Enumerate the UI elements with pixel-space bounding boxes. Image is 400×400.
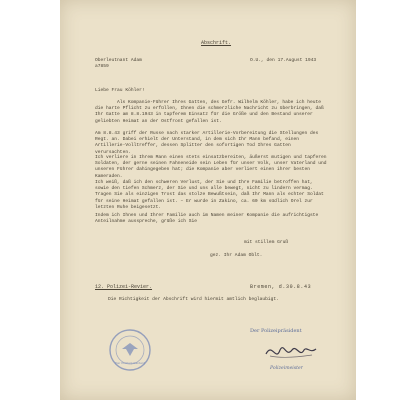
- official-stamp-icon: [108, 328, 152, 372]
- stamp-authority: Der Polizeipräsident: [250, 328, 302, 334]
- handwritten-signature-icon: [262, 340, 320, 362]
- stamp-officer-title: Polizeimeister: [270, 366, 303, 371]
- signed-line: gez. Ihr Adam Oblt.: [210, 253, 263, 258]
- sender-name: Oberleutnant Adam: [95, 58, 142, 63]
- body-paragraph-4: Ich weiß, daß ich den schweren Verlust, der Sie und Ihre Familie betroffen hat, sowie den tiefen Schmerz, der Sie und uns alle bewegt, nicht zu lindern vermag. Tragen Sie als einzigen Trost das stolze Bewußtsein, daß Ihr Mann als echter Soldat für seine Heimat gefallen ist. – Er wurde in Zakino, ca. 60 km südlich Orel zur letzten Ruhe beigesetzt.: [95, 180, 324, 210]
- body-paragraph-3: Ich verliere in Ihrem Mann einen stets einsatzbereiten, äußerst mutigen und tapferen Soldaten, der gerne seinen Fahneneide sein Leben für unser Volk, unser Vaterland und unseren Führer dahingegeben hat; die Kompanie aber verliert einen ihrer besten Kameraden.: [95, 155, 327, 179]
- sender-unit: a7859: [95, 64, 109, 69]
- police-department: 12. Polizei-Revier.: [95, 284, 153, 290]
- place-date: O.U., den 17.August 1943: [250, 58, 317, 63]
- salutation: Liebe Frau Köhler!: [95, 88, 145, 93]
- body-paragraph-1: Als Kompanie-Führer Ihres Gatten, des Gefr. Wilhelm Köhler, habe ich heute die harte Pflicht zu erfüllen, Ihnen die schmerzliche Nachricht zu überbringen, daß Ihr Gatte am 8.8.1943 in tapferem Einsatz für die Größe und den Bestand unserer geliebten Heimat an der Ostfront gefallen ist.: [95, 100, 324, 124]
- police-place-date: Bremen, d.30.8.43: [250, 284, 312, 290]
- document-header: Abschrift.: [201, 40, 232, 46]
- stamp-seal-text: Der Polizeipräsident: [114, 361, 146, 365]
- body-paragraph-2: Am 8.8.43 griff der Russe nach starker Artillerie-Vorbereitung die Stellungen des Regt. an. Dabei erhielt der Unterstand, in dem sich Ihr Mann befand, einen Artillerie-Volltreffer, dessen Splitter den sofortigen Tod Ihres Gatten verursachten.: [95, 131, 319, 155]
- certification-text: Die Richtigkeit der Abschrift wird hiermit amtlich beglaubigt.: [108, 297, 279, 302]
- closing-greeting: mit stillem Gruß: [244, 240, 289, 245]
- body-paragraph-5: Indem ich Ihnen und Ihrer Familie auch im Namen meiner Kompanie die aufrichtigste Anteilnahme ausspreche, grüße ich Sie: [95, 213, 319, 225]
